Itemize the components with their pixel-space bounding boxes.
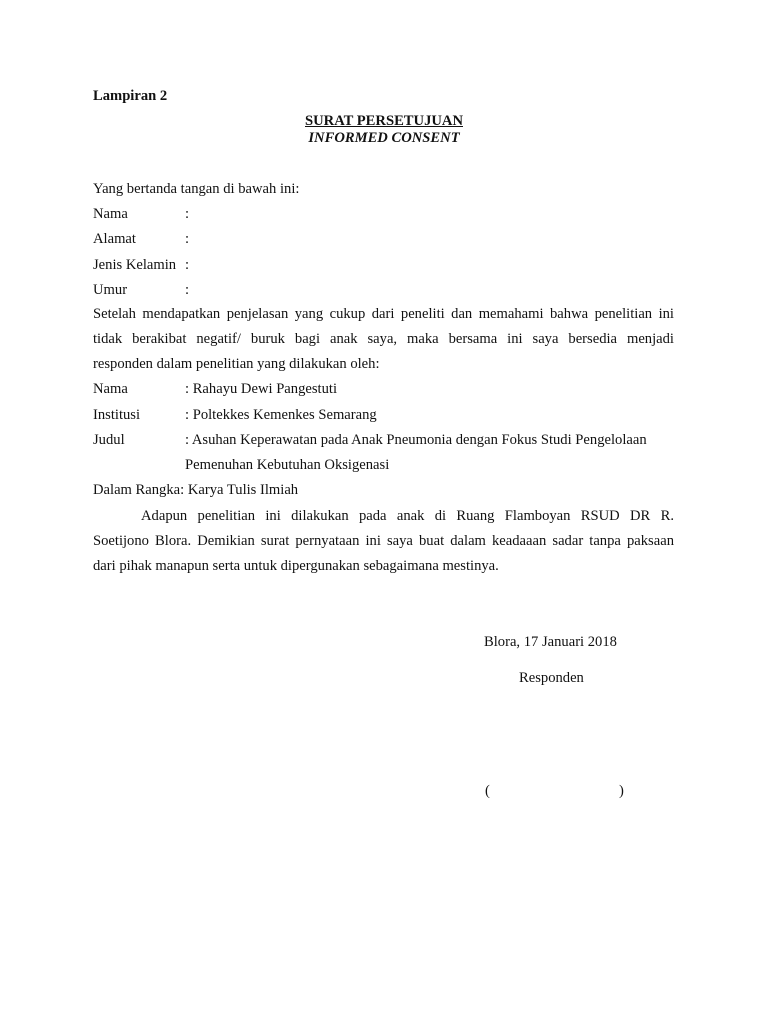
field-separator: : xyxy=(185,257,190,273)
respondent-field-address xyxy=(93,232,189,247)
researcher-institution-value: : Poltekkes Kemenkes Semarang xyxy=(185,407,377,423)
document-subtitle: INFORMED CONSENT xyxy=(308,130,460,146)
researcher-name-row xyxy=(93,382,337,397)
researcher-name-value: : Rahayu Dewi Pangestuti xyxy=(185,381,337,397)
field-separator: : xyxy=(185,231,190,247)
statement-line: tidak berakibat negatif/ buruk bagi anak saya, maka bersama ini saya bersedia menjadi xyxy=(93,331,674,347)
field-separator: : xyxy=(185,206,190,222)
researcher-institution-label: Institusi xyxy=(93,407,141,423)
document-title: SURAT PERSETUJUAN xyxy=(305,113,463,129)
attachment-label: Lampiran 2 xyxy=(93,88,168,104)
researcher-institution-row xyxy=(93,408,377,423)
research-title-continuation: Pemenuhan Kebutuhan Oksigenasi xyxy=(185,457,390,473)
research-title-label: Judul xyxy=(93,432,125,448)
respondent-field-gender xyxy=(93,258,189,273)
field-label: Jenis Kelamin xyxy=(93,257,177,273)
closing-line: Adapun penelitian ini dilakukan pada anak di Ruang Flamboyan RSUD DR R. xyxy=(141,508,674,524)
signature-close-paren: ) xyxy=(619,783,624,799)
respondent-field-age xyxy=(93,283,189,298)
research-title-value: : Asuhan Keperawatan pada Anak Pneumonia dengan Fokus Studi Pengelolaan xyxy=(185,432,647,448)
field-label: Umur xyxy=(93,282,128,298)
field-separator: : xyxy=(185,282,190,298)
closing-line: dari pihak manapun serta untuk dipergunakan sebagaimana mestinya. xyxy=(93,558,499,574)
field-label: Nama xyxy=(93,206,128,222)
respondent-field-name xyxy=(93,207,189,222)
researcher-name-label: Nama xyxy=(93,381,128,397)
intro-text: Yang bertanda tangan di bawah ini: xyxy=(93,181,300,197)
research-title-row xyxy=(93,433,647,448)
field-label: Alamat xyxy=(93,231,136,247)
signatory-role: Responden xyxy=(519,670,584,686)
signature-open-paren: ( xyxy=(485,783,490,799)
statement-line: Setelah mendapatkan penjelasan yang cukup dari peneliti dan memahami bahwa penelitian ini xyxy=(93,306,674,322)
place-date: Blora, 17 Januari 2018 xyxy=(484,634,617,650)
closing-line: Soetijono Blora. Demikian surat pernyataan ini saya buat dalam keadaaan sadar tanpa paksaan xyxy=(93,533,674,549)
statement-line: responden dalam penelitian yang dilakukan oleh: xyxy=(93,356,380,372)
context-line: Dalam Rangka: Karya Tulis Ilmiah xyxy=(93,482,299,498)
